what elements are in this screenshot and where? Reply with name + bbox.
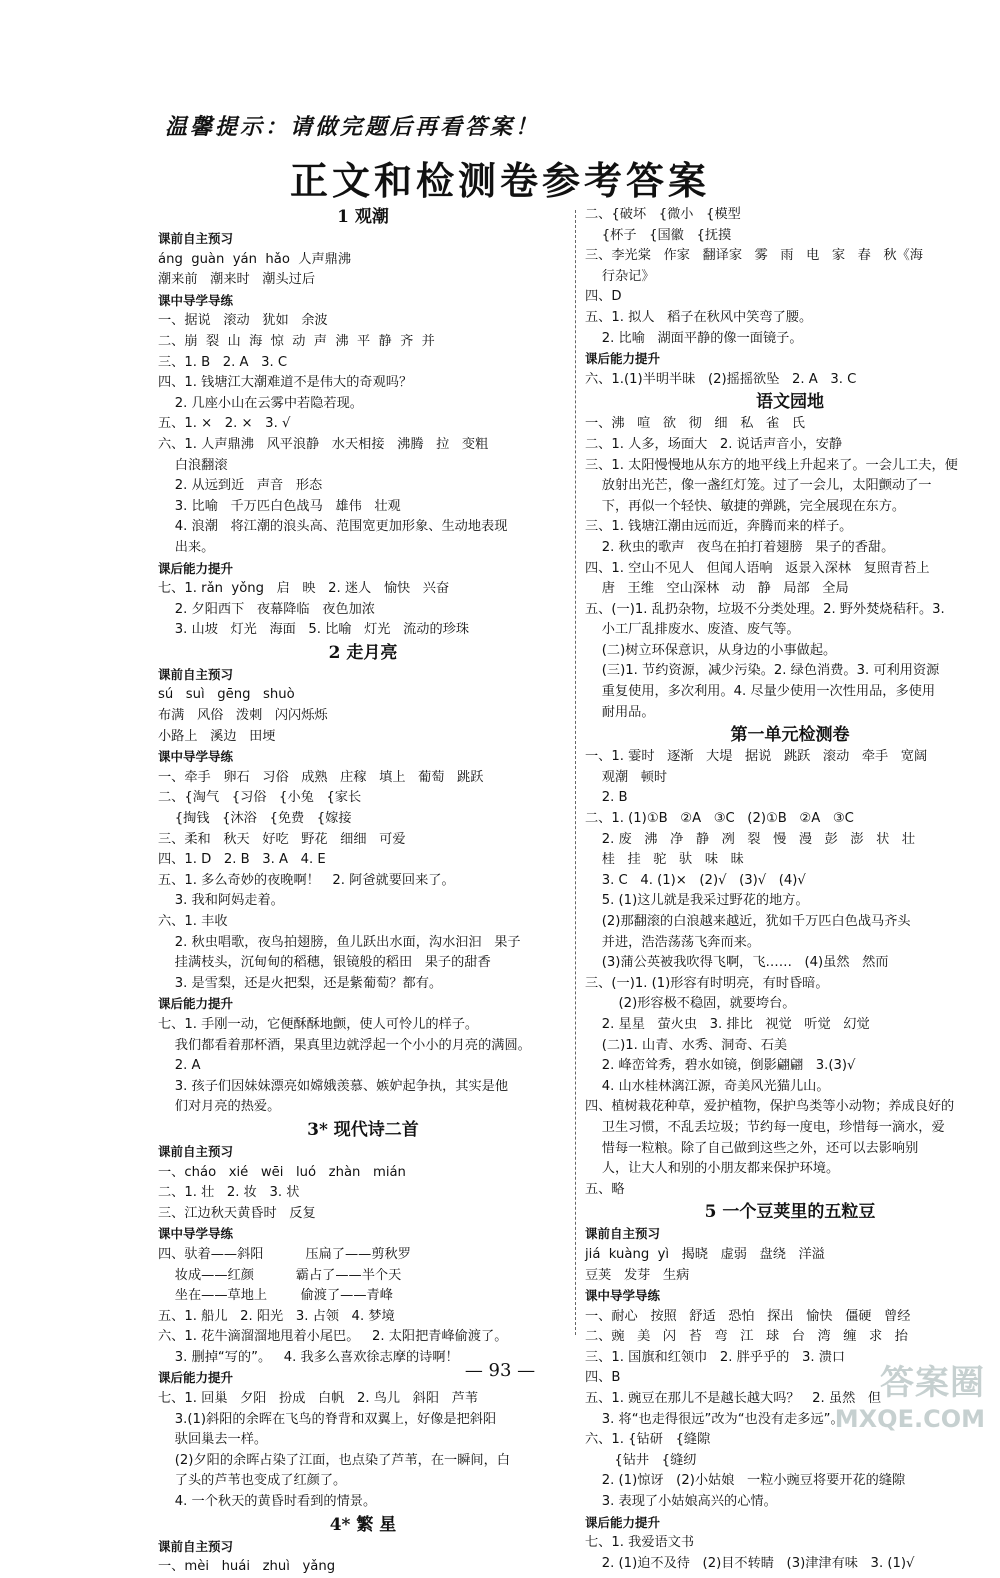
watermark (825, 1355, 990, 1433)
answer-line: 耐用品。 (585, 704, 655, 720)
answer-line: 一、耐心 按照 舒适 恐怕 探出 愉快 僵硬 曾经 (585, 1308, 911, 1324)
answer-line: 唐 王维 空山深林 动 静 局部 全局 (585, 581, 849, 597)
answer-line: jiá kuàng yì 揭晓 虚弱 盘绕 洋溢 (585, 1246, 825, 1262)
answer-line: 二、1. 人多，场面大 2. 说话声音小，安静 (585, 436, 843, 452)
answer-line: 3. 山坡 灯光 海面 5. 比喻 灯光 流动的珍珠 (158, 622, 470, 638)
answer-line: 3. 表现了小姑娘高兴的心情。 (585, 1494, 777, 1510)
answer-line: 一、沸 喧 欲 彻 细 私 雀 氏 (585, 416, 805, 432)
answer-line: 放射出光芒，像一盏红灯笼。过了一会儿，太阳颤动了一 (585, 478, 932, 494)
answer-line: 4. 山水桂林漓江源，奇美风光猫儿山。 (585, 1078, 830, 1094)
answer-line: (二)1. 山青、水秀、洞奇、石美 (585, 1037, 788, 1053)
answer-line: 我们都看着那杯酒，果真里边就浮起一个小小的月亮的满圆。 (158, 1037, 531, 1053)
answer-line: 三、1. B 2. A 3. C (158, 354, 288, 370)
answer-line: áng guàn yán hǎo 人声鼎沸 (158, 251, 352, 267)
answer-line: 二、豌 美 闪 苔 弯 江 球 台 湾 缠 求 抬 (585, 1329, 908, 1345)
answer-line: 重复使用，多次利用。4. 尽量少使用一次性用品，多使用 (585, 684, 936, 700)
answer-line: 四、驮着——斜阳 压扁了——剪秋罗 (158, 1246, 411, 1262)
answer-line: 驮回巢去一样。 (158, 1432, 268, 1448)
answer-line: 们对月亮的热爱。 (158, 1099, 281, 1115)
answer-line: 三、柔和 秋天 好吃 野花 细细 可爱 (158, 831, 406, 847)
answer-line: 2. (1)迫不及待 (2)目不转睛 (3)津津有味 3. (1)√ (585, 1555, 915, 1571)
answer-line: 惜每一粒粮。除了自己做到这些之外，还可以去影响别 (585, 1140, 919, 1156)
section-label: 课中导学导练 (585, 1288, 661, 1304)
answer-line: 五、(一)1. 乱扔杂物，垃圾不分类处理。2. 野外焚烧秸秆。3. (585, 601, 945, 617)
answer-line: 2. 星星 萤火虫 3. 排比 视觉 听觉 幻觉 (585, 1016, 870, 1032)
answer-line: 行杂记》 (585, 268, 655, 284)
page-number: — 93 — (464, 1360, 536, 1381)
answer-line: 2. 峰峦耸秀，碧水如镜，倒影翩翩 3.(3)√ (585, 1058, 856, 1074)
section-label: 课中导学导练 (158, 749, 234, 765)
answer-line: 坐在——草地上 偷渡了——青峰 (158, 1288, 393, 1304)
section-label: 课中导学导练 (158, 292, 234, 308)
answer-line: 5. (1)这儿就是我采过野花的地方。 (585, 893, 809, 909)
answer-line: 七、1. 回巢 夕阳 扮成 白帆 2. 鸟儿 斜阳 芦苇 (158, 1391, 479, 1407)
answer-line: 2. 夕阳西下 夜幕降临 夜色加浓 (158, 601, 375, 617)
answer-line: 六、1. 丰收 (158, 914, 228, 929)
answer-line: 三、(一)1. (1)形容有时明亮，有时昏暗。 (585, 975, 829, 991)
answer-line: 七、1. rǎn yǒng 启 映 2. 迷人 愉快 兴奋 (158, 581, 450, 597)
answer-line: 2. B (585, 790, 628, 806)
answer-line: 布满 风俗 泼刺 闪闪烁烁 (158, 708, 328, 724)
answer-line: 2. 几座小山在云雾中若隐若现。 (158, 395, 363, 411)
section-label: 课前自主预习 (158, 1143, 234, 1159)
answer-line: 2. 从远到近 声音 形态 (158, 478, 323, 494)
answer-line: 六、1. {钻研 {缝隙 (585, 1432, 711, 1448)
section-label: 课后能力提升 (585, 1514, 661, 1530)
chapter-heading: 5 一个豆荚里的五粒豆 (704, 1202, 876, 1223)
answer-line: 二、{淘气 {习俗 {小兔 {家长 (158, 790, 362, 806)
watermark-logo: 答案圈 (880, 1363, 985, 1403)
answer-line: 2. 秋虫的歌声 夜鸟在拍打着翅膀 果子的香甜。 (585, 539, 895, 555)
answer-line: 四、1. D 2. B 3. A 4. E (158, 852, 326, 868)
answer-line: 一、牵手 卵石 习俗 成熟 庄稼 填上 葡萄 跳跃 (158, 769, 484, 785)
answer-line: 2. 秋虫唱歌，夜鸟拍翅膀，鱼儿跃出水面，沟水汩汩 果子 (158, 934, 521, 950)
answer-line: 三、1. 国旗和红领巾 2. 胖乎乎的 3. 溃口 (585, 1349, 846, 1365)
answer-line: 4. 一个秋天的黄昏时看到的情景。 (158, 1494, 377, 1510)
chapter-heading: 第一单元检测卷 (730, 725, 850, 746)
answer-line: 三、1. 钱塘江潮由远而近，奔腾而来的样子。 (585, 519, 853, 535)
answer-line: sú suì gēng shuò (158, 687, 295, 703)
answer-line: 2. (1)惊讶 (2)小姑娘 一粒小豌豆将要开花的缝隙 (585, 1473, 906, 1489)
answer-line: {掏钱 {沐浴 {免费 {嫁接 (158, 811, 352, 827)
answer-line: 四、植树栽花种草，爱护植物，保护鸟类等小动物；养成良好的 (585, 1099, 955, 1115)
answer-line: {钻井 {缝纫 (585, 1452, 697, 1468)
answer-line: 三、江边秋天黄昏时 反复 (158, 1205, 316, 1221)
answer-line: 3. 孩子们因妹妹漂亮如嫦娥羡慕、嫉妒起争执，其实是他 (158, 1078, 509, 1094)
section-label: 课前自主预习 (585, 1226, 661, 1242)
answer-line: 四、1. 空山不见人 但闻人语响 返景入深林 复照青苔上 (585, 560, 930, 576)
answer-line: 一、据说 滚动 犹如 余波 (158, 313, 328, 329)
answer-line: 2. A (158, 1058, 201, 1074)
answer-line: 二、{破坏 {微小 {模型 (585, 207, 741, 222)
answer-line: 出来。 (158, 539, 215, 555)
section-label: 课中导学导练 (158, 1226, 234, 1242)
reminder-tip: 温馨提示：请做完题后再看答案！ (165, 115, 541, 140)
answer-line: 五、1. 船儿 2. 阳光 3. 占领 4. 梦境 (158, 1308, 395, 1324)
answer-line: 三、1. 太阳慢慢地从东方的地平线上升起来了。一会儿工夫，便 (585, 457, 958, 473)
answer-line: 挂满枝头，沉甸甸的稻穗，银镜般的稻田 果子的甜香 (158, 955, 491, 971)
answer-line: 小路上 溪边 田埂 (158, 728, 276, 744)
answer-line: 妆成——红颜 霸占了——半个天 (158, 1267, 402, 1283)
answer-line: (三)1. 节约资源，减少污染。2. 绿色消费。3. 可利用资源 (585, 663, 940, 679)
answer-line: 一、1. 霎时 逐渐 大堤 据说 跳跃 滚动 牵手 宽阔 (585, 749, 928, 765)
answer-line: 3. 我和阿妈走着。 (158, 893, 284, 909)
answer-line: 四、1. 钱塘江大潮难道不是伟大的奇观吗？ (158, 375, 413, 391)
answer-line: 并进，浩浩荡荡飞奔而来。 (585, 934, 761, 950)
answer-line: (二)树立环保意识，从身边的小事做起。 (585, 642, 837, 658)
answer-line: 下，再似一个轻快、敏捷的弹跳，完全展现在东方。 (585, 498, 906, 514)
answer-line: 五、1. × 2. × 3. √ (158, 416, 291, 432)
chapter-heading: 2 走月亮 (328, 642, 398, 663)
chapter-heading: 1 观潮 (337, 207, 389, 227)
answer-line: 一、mèi huái zhuì yǎng (158, 1559, 336, 1575)
answer-line: 2. 废 沸 净 静 冽 裂 慢 漫 彭 澎 状 壮 (585, 831, 916, 847)
answer-line: 五、略 (585, 1181, 625, 1197)
answer-line: 潮来前 潮来时 潮头过后 (158, 272, 316, 288)
answer-line: 二、崩 裂 山 海 惊 动 声 沸 平 静 齐 并 (158, 333, 435, 349)
answer-line: 七、1. 手刚一动，它便酥酥地颤，使人可怜儿的样子。 (158, 1016, 479, 1032)
section-label: 课前自主预习 (158, 666, 234, 682)
answer-line: (2)那翻滚的白浪越来越近，犹如千万匹白色战马齐头 (585, 914, 911, 929)
answer-line: 桂 挂 驼 驮 味 昧 (585, 852, 744, 868)
answer-line: 六、1. 花牛滴溜溜地甩着小尾巴。 2. 太阳把青峰偷渡了。 (158, 1329, 508, 1345)
answer-line: 观潮 顿时 (585, 769, 668, 785)
answer-line: 3. 删掉“写的”。 4. 我多么喜欢徐志摩的诗啊！ (158, 1349, 459, 1365)
answer-line: 三、李光棠 作家 翻译家 雾 雨 电 家 春 秋《海 (585, 248, 923, 264)
section-label: 课后能力提升 (158, 560, 234, 576)
column-divider (575, 210, 576, 1335)
section-label: 课前自主预习 (158, 1538, 234, 1554)
answer-line: 3. 比喻 千万匹白色战马 雄伟 壮观 (158, 498, 401, 514)
answer-line: 五、1. 多么奇妙的夜晚啊！ 2. 阿爸就要回来了。 (158, 872, 455, 888)
answer-line: 了头的芦苇也变成了红颜了。 (158, 1473, 347, 1489)
section-label: 课前自主预习 (158, 231, 234, 246)
answer-line: 3.(1)斜阳的余晖在飞鸟的脊背和双翼上，好像是把斜阳 (158, 1411, 497, 1427)
answer-line: 豆荚 发芽 生病 (585, 1267, 690, 1283)
page-title: 正文和检测卷参考答案 (289, 158, 710, 203)
answer-line: 3. C 4. (1)× (2)√ (3)√ (4)√ (585, 872, 806, 888)
answer-line: 七、1. 我爱语文书 (585, 1535, 695, 1551)
chapter-heading: 4* 繁 星 (329, 1514, 397, 1535)
answer-line: (2)夕阳的余晖占染了江面，也点染了芦苇，在一瞬间，白 (158, 1452, 510, 1468)
answer-line: 人，让大人和别的小朋友都来保护环境。 (585, 1161, 840, 1177)
answer-line: 二、1. 壮 2. 妆 3. 状 (158, 1185, 300, 1201)
answer-line: (3)蒲公英被我吹得飞啊，飞…… (4)虽然 然而 (585, 955, 889, 971)
answer-line: 3. 将“也走得很远”改为“也没有走多远”。 (585, 1411, 844, 1427)
chapter-heading: 语文园地 (756, 392, 824, 413)
answer-line: 四、B (585, 1370, 621, 1386)
answer-line: 小工厂乱排废水、废渣、废气等。 (585, 622, 800, 638)
answer-line: 2. 比喻 湖面平静的像一面镜子。 (585, 330, 803, 346)
section-label: 课后能力提升 (158, 996, 234, 1012)
section-label: 课后能力提升 (585, 351, 661, 367)
answer-line: 4. 浪潮 将江潮的浪头高、范围宽更加形象、生动地表现 (158, 519, 508, 535)
answer-line: 二、1. (1)①B ②A ③C (2)①B ②A ③C (585, 811, 854, 827)
answer-line: 卫生习惯，不乱丢垃圾；节约每一度电，珍惜每一滴水，爱 (585, 1119, 945, 1135)
answer-line: 五、1. 豌豆在那儿不是越长越大吗？ 2. 虽然 但 (585, 1391, 882, 1407)
answer-line: 白浪翻滚 (158, 457, 228, 473)
answer-line: 一、cháo xié wēi luó zhàn mián (158, 1164, 406, 1180)
answer-line: 3. 是雪梨，还是火把梨，还是紫葡萄？都有。 (158, 975, 443, 991)
chapter-heading: 3* 现代诗二首 (307, 1119, 419, 1140)
answer-line: 六、1. 人声鼎沸 风平浪静 水天相接 沸腾 拉 变粗 (158, 436, 489, 452)
section-label: 课后能力提升 (158, 1370, 234, 1386)
answer-line: 五、1. 拟人 稻子在秋风中笑弯了腰。 (585, 309, 813, 325)
watermark-url: MXQE.COM (834, 1405, 985, 1433)
answer-line: 四、D (585, 289, 622, 305)
answer-line: (2)形容极不稳固，就要垮台。 (585, 996, 796, 1012)
answer-line: 六、1.(1)半明半昧 (2)摇摇欲坠 2. A 3. C (585, 371, 857, 387)
answer-line: {杯子 {国徽 {抚摸 (585, 227, 732, 243)
